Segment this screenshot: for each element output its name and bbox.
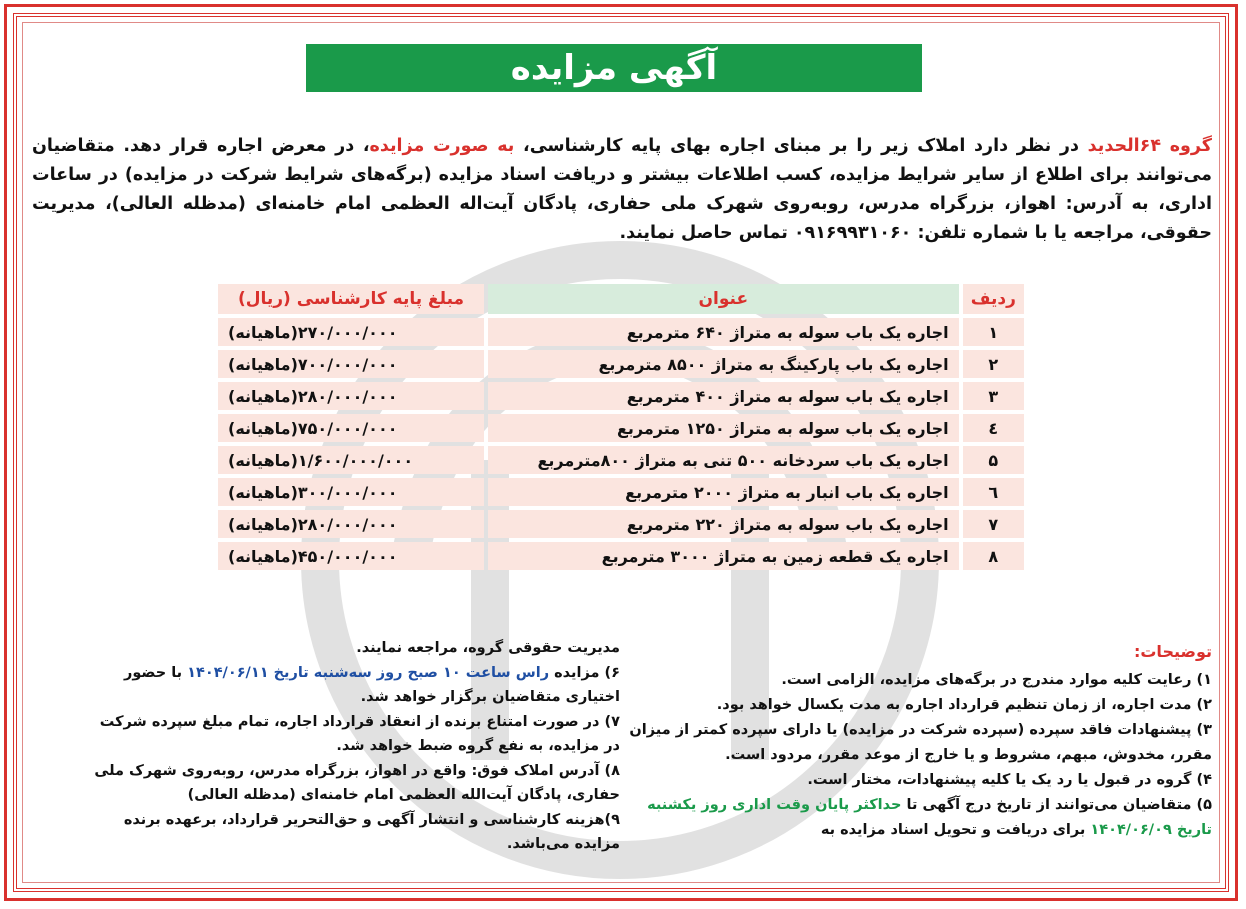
row-price: ۳۰۰/۰۰۰/۰۰۰(ماهیانه) — [218, 478, 484, 506]
note5-suffix: برای دریافت و تحویل اسناد مزایده به — [820, 822, 1091, 838]
row-price: ۲۸۰/۰۰۰/۰۰۰(ماهیانه) — [218, 382, 484, 410]
row-number: ۵ — [963, 446, 1024, 474]
row-price: ۲۸۰/۰۰۰/۰۰۰(ماهیانه) — [218, 510, 484, 538]
intro-text-2: ، در معرض اجاره قرار دهد. متقاضیان می‌توانند برای اطلاع از سایر شرایط مزایده، کسب اطلاعات بیشتر و دریافت اسناد مزایده (برگه‌های شرایط شرکت در مزایده) در ساعات اداری، به آدرس: اهواز، بزرگراه مدرس، روبه‌روی شهرک ملی حفاری، پادگان آیت‌اله العظمی امام خامنه‌ای (مدظله العالی)، مدیریت حقوقی، مراجعه یا با شماره تلفن: ۰۹۱۶۹۹۳۱۰۶۰ تماس حاصل نمایند. — [32, 136, 1212, 243]
table-row — [218, 510, 1024, 538]
note-item: ۲) مدت اجاره، از زمان تنظیم قرارداد اجاره به مدت یکسال خواهد بود. — [716, 697, 1212, 713]
table-row — [218, 446, 1024, 474]
note5-prefix: ۵) متقاضیان می‌توانند از تاریخ درج آگهی تا — [901, 797, 1212, 813]
items-table — [214, 280, 1028, 574]
row-number: ۷ — [963, 510, 1024, 538]
intro-paragraph — [32, 132, 1212, 248]
table-row — [218, 542, 1024, 570]
company-name: گروه ۶۴الحدید — [1087, 136, 1212, 156]
row-price: ۱/۶۰۰/۰۰۰/۰۰۰(ماهیانه) — [218, 446, 484, 474]
header-row-number: ردیف — [963, 284, 1024, 314]
note-item-6 — [80, 661, 620, 710]
intro-highlight: به صورت مزایده — [369, 136, 515, 156]
note6-datetime: راس ساعت ۱۰ صبح روز سه‌شنبه تاریخ ۱۴۰۴/۰۶/۱۱ — [187, 664, 550, 681]
row-price: ۴۵۰/۰۰۰/۰۰۰(ماهیانه) — [218, 542, 484, 570]
note-item-5 — [622, 793, 1212, 843]
page-title: آگهی مزایده — [306, 44, 922, 92]
row-price: ۷۵۰/۰۰۰/۰۰۰(ماهیانه) — [218, 414, 484, 442]
header-title: عنوان — [488, 284, 959, 314]
row-title: اجاره یک قطعه زمین به متراژ ۳۰۰۰ مترمربع — [488, 542, 959, 570]
row-title: اجاره یک باب انبار به متراژ ۲۰۰۰ مترمربع — [488, 478, 959, 506]
table-row — [218, 382, 1024, 410]
notes-right-column — [622, 668, 1212, 843]
table-row — [218, 478, 1024, 506]
row-number: ٤ — [963, 414, 1024, 442]
table-row — [218, 350, 1024, 378]
note-item: ۸) آدرس املاک فوق: واقع در اهواز، بزرگراه مدرس، روبه‌روی شهرک ملی حفاری، پادگان آیت‌الله العظمی امام خامنه‌ای (مدظله العالی) — [94, 762, 620, 803]
row-number: ۳ — [963, 382, 1024, 410]
note-item: ۳) پیشنهادات فاقد سپرده (سپرده شرکت در مزایده) یا دارای سپرده کمتر از میزان مقرر، مخدوش، مبهم، مشروط و یا خارج از موعد مقرر، مردود است. — [629, 722, 1212, 763]
row-number: ٦ — [963, 478, 1024, 506]
header-price: مبلغ پایه کارشناسی (ریال) — [218, 284, 484, 314]
intro-text-1: در نظر دارد املاک زیر را بر مبنای اجاره بهای پایه کارشناسی، — [514, 136, 1088, 156]
note-item: ۴) گروه در قبول یا رد یک یا کلیه پیشنهادات، مختار است. — [807, 772, 1212, 788]
note-item: ۱) رعایت کلیه موارد مندرج در برگه‌های مزایده، الزامی است. — [781, 672, 1212, 688]
row-title: اجاره یک باب سردخانه ۵۰۰ تنی به متراژ ۸۰۰مترمربع — [488, 446, 959, 474]
note6-prefix: ۶) مزایده — [549, 664, 620, 681]
notes-left-column — [80, 636, 620, 857]
row-title: اجاره یک باب سوله به متراژ ۲۲۰ مترمربع — [488, 510, 959, 538]
table-header-row — [218, 284, 1024, 314]
note-item: ۷) در صورت امتناع برنده از انعقاد قرارداد اجاره، تمام مبلغ سپرده شرکت در مزایده، به نفع گروه ضبط خواهد شد. — [99, 713, 620, 754]
note6-suffix: با حضور اختیاری متقاضیان برگزار خواهد شد. — [123, 664, 620, 705]
note-item: مدیریت حقوقی گروه، مراجعه نمایند. — [356, 640, 620, 656]
row-title: اجاره یک باب سوله به متراژ ۶۴۰ مترمربع — [488, 318, 959, 346]
row-number: ۲ — [963, 350, 1024, 378]
note5-deadline: حداکثر پایان وقت اداری روز یکشنبه تاریخ ۱۴۰۴/۰۶/۰۹ — [647, 797, 1212, 838]
row-title: اجاره یک باب سوله به متراژ ۱۲۵۰ مترمربع — [488, 414, 959, 442]
row-number: ۱ — [963, 318, 1024, 346]
row-title: اجاره یک باب پارکینگ به متراژ ۸۵۰۰ مترمربع — [488, 350, 959, 378]
table-row — [218, 318, 1024, 346]
row-number: ۸ — [963, 542, 1024, 570]
row-price: ۲۷۰/۰۰۰/۰۰۰(ماهیانه) — [218, 318, 484, 346]
note-item: ۹)هزینه کارشناسی و انتشار آگهی و حق‌التحریر قرارداد، برعهده برنده مزایده می‌باشد. — [123, 811, 620, 852]
table-row — [218, 414, 1024, 442]
row-price: ۷۰۰/۰۰۰/۰۰۰(ماهیانه) — [218, 350, 484, 378]
row-title: اجاره یک باب سوله به متراژ ۴۰۰ مترمربع — [488, 382, 959, 410]
notes-heading: توضیحات: — [1133, 642, 1212, 661]
